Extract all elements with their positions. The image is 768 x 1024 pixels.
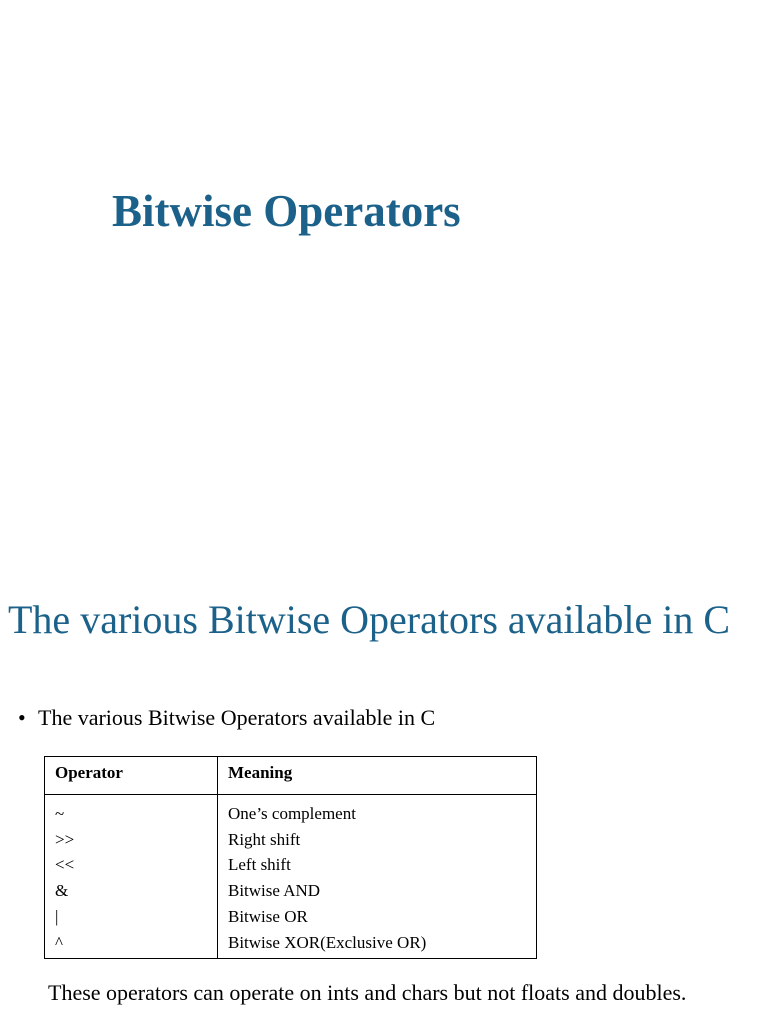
- bullet-item: [18, 704, 435, 732]
- bullet-text: The various Bitwise Operators available in C: [38, 705, 436, 730]
- operator-cell: ~: [45, 795, 218, 827]
- table-row: [45, 852, 537, 878]
- section-heading: The various Bitwise Operators available in C: [8, 597, 731, 642]
- operator-cell: >>: [45, 827, 218, 853]
- header-meaning: Meaning: [218, 757, 537, 795]
- table-row: [45, 878, 537, 904]
- meaning-cell: Left shift: [218, 852, 537, 878]
- table-header-row: [45, 757, 537, 795]
- meaning-cell: One’s complement: [218, 795, 537, 827]
- operator-table: [44, 756, 537, 959]
- header-operator: Operator: [45, 757, 218, 795]
- table-row: [45, 795, 537, 827]
- operator-cell: ^: [45, 930, 218, 959]
- bullet-icon: •: [18, 705, 26, 730]
- table-row: [45, 904, 537, 930]
- note-text: These operators can operate on ints and chars but not floats and doubles.: [48, 980, 687, 1005]
- operator-cell: |: [45, 904, 218, 930]
- slide-title: Bitwise Operators: [112, 186, 461, 236]
- table-row: [45, 827, 537, 853]
- meaning-cell: Right shift: [218, 827, 537, 853]
- meaning-cell: Bitwise XOR(Exclusive OR): [218, 930, 537, 959]
- meaning-cell: Bitwise OR: [218, 904, 537, 930]
- operator-cell: &: [45, 878, 218, 904]
- operator-cell: <<: [45, 852, 218, 878]
- table-row: [45, 930, 537, 959]
- meaning-cell: Bitwise AND: [218, 878, 537, 904]
